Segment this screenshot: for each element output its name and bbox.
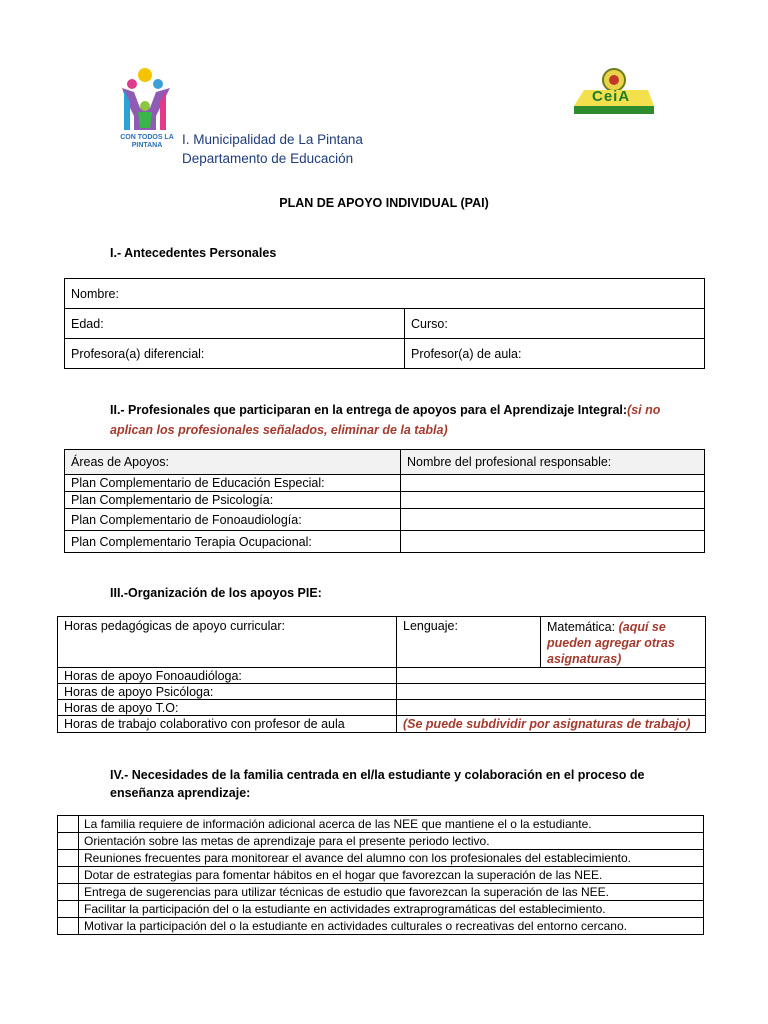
professionals-table (64, 449, 705, 553)
support-row-label: Horas de apoyo T.O: (58, 700, 397, 716)
professional-cell[interactable] (401, 509, 705, 531)
area-row: Plan Complementario de Fonoaudiología: (65, 509, 401, 531)
ceia-logo (570, 66, 658, 118)
area-row: Plan Complementario de Psicología: (65, 492, 401, 509)
checkbox-cell[interactable] (58, 901, 79, 918)
collaborative-label: Horas de trabajo colaborativo con profesor de aula (58, 716, 397, 733)
support-row-label: Horas de apoyo Fonoaudióloga: (58, 668, 397, 684)
checkbox-cell[interactable] (58, 918, 79, 935)
family-need-item: Reuniones frecuentes para monitorear el avance del alumno con los profesionales del establecimiento. (79, 850, 704, 867)
matematica-cell[interactable]: Matemática: (aquí se pueden agregar otras asignaturas) (541, 617, 706, 668)
personal-info-table (64, 278, 705, 369)
family-need-item: Motivar la participación del o la estudiante en actividades culturales o recreativas del entorno cercano. (79, 918, 704, 935)
checkbox-cell[interactable] (58, 867, 79, 884)
curricular-hours-label: Horas pedagógicas de apoyo curricular: (58, 617, 397, 668)
professional-header: Nombre del profesional responsable: (401, 450, 705, 475)
page-title: PLAN DE APOYO INDIVIDUAL (PAI) (279, 196, 489, 210)
section3-heading: III.-Organización de los apoyos PIE: (110, 586, 322, 600)
areas-header: Áreas de Apoyos: (65, 450, 401, 475)
family-need-item: Orientación sobre las metas de aprendizaje para el presente periodo lectivo. (79, 833, 704, 850)
support-row-value[interactable] (397, 684, 706, 700)
family-need-item: Facilitar la participación del o la estudiante en actividades extraprogramáticas del establecimiento. (79, 901, 704, 918)
family-need-item: Entrega de sugerencias para utilizar técnicas de estudio que favorezcan la superación de las NEE. (79, 884, 704, 901)
nombre-cell[interactable]: Nombre: (65, 279, 705, 309)
right-logo-text: CeiA (592, 88, 631, 105)
organization-name (182, 130, 363, 168)
curso-cell[interactable]: Curso: (405, 309, 705, 339)
collaborative-note: (Se puede subdividir por asignaturas de trabajo) (397, 716, 706, 733)
area-row: Plan Complementario de Educación Especial: (65, 475, 401, 492)
professional-cell[interactable] (401, 492, 705, 509)
profesor-aula-cell[interactable]: Profesor(a) de aula: (405, 339, 705, 369)
area-row: Plan Complementario Terapia Ocupacional: (65, 531, 401, 553)
family-need-item: La familia requiere de información adicional acerca de las NEE que mantiene el o la estudiante. (79, 816, 704, 833)
org-line-2: Departamento de Educación (182, 151, 354, 166)
professional-cell[interactable] (401, 531, 705, 553)
checkbox-cell[interactable] (58, 816, 79, 833)
professional-cell[interactable] (401, 475, 705, 492)
support-row-value[interactable] (397, 668, 706, 684)
checkbox-cell[interactable] (58, 833, 79, 850)
checkbox-cell[interactable] (58, 850, 79, 867)
checkbox-cell[interactable] (58, 884, 79, 901)
supports-table (57, 616, 706, 733)
org-line-1: I. Municipalidad de La Pintana (182, 132, 363, 147)
family-needs-table (57, 815, 704, 935)
section4-heading: IV.- Necesidades de la familia centrada en el/la estudiante y colaboración en el proceso de enseñanza aprendizaje: (110, 768, 645, 800)
lenguaje-cell[interactable]: Lenguaje: (397, 617, 541, 668)
support-row-label: Horas de apoyo Psicóloga: (58, 684, 397, 700)
support-row-value[interactable] (397, 700, 706, 716)
left-logo-text: CON TODOS LA PINTANA (120, 134, 174, 149)
profesora-diferencial-cell[interactable]: Profesora(a) diferencial: (65, 339, 405, 369)
family-need-item: Dotar de estrategias para fomentar hábitos en el hogar que favorezcan la superación de las NEE. (79, 867, 704, 884)
municipal-logo (112, 68, 182, 156)
section2-heading: II.- Profesionales que participaran en la entrega de apoyos para el Aprendizaje Integral:(si no aplican los profesionales señalados, eliminar de la tabla) (110, 403, 661, 437)
edad-cell[interactable]: Edad: (65, 309, 405, 339)
section1-heading: I.- Antecedentes Personales (110, 246, 277, 260)
